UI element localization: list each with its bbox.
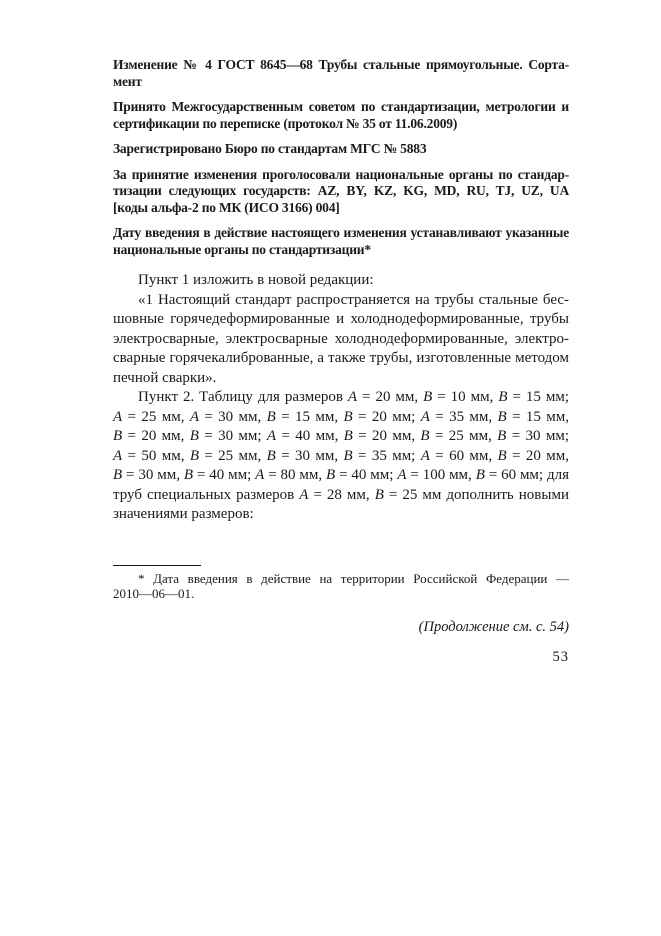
dimension-variable: A xyxy=(113,408,123,425)
dimension-variable: A xyxy=(299,486,309,503)
text-line: [коды альфа-2 по МК (ИСО 3166) 004] xyxy=(113,199,340,215)
dimension-variable: B xyxy=(497,428,507,444)
adopted-paragraph xyxy=(113,99,569,132)
text-line: сертификации по переписке (протокол № 35 от 11.06.2009) xyxy=(113,115,458,131)
text-line: значениями размеров: xyxy=(113,506,254,522)
dimension-variable: B xyxy=(497,447,507,464)
text-line: За принятие изменения проголосовали национальные органы по стандар- xyxy=(113,166,569,182)
voted-paragraph xyxy=(113,167,569,217)
effective-date-paragraph xyxy=(113,225,569,258)
dimension-variable: B xyxy=(497,408,507,425)
page-number: 53 xyxy=(552,648,569,665)
dimension-variable: A xyxy=(189,408,199,425)
dimension-variable: B xyxy=(498,389,508,405)
item1-intro-paragraph xyxy=(113,271,569,291)
dimension-variable: B xyxy=(266,447,276,464)
dimension-variable: B xyxy=(113,428,123,444)
text-line: * Дата введения в действие на территории Российской Федерации — xyxy=(138,570,569,586)
dimension-variable: A xyxy=(347,389,358,405)
dimension-variable: A xyxy=(266,428,277,444)
page-content xyxy=(113,57,569,665)
text-line: электросварные, электросварные холоднодеформированные, электро- xyxy=(113,330,569,347)
text-line: Пункт 1 изложить в новой редакции: xyxy=(138,272,374,288)
dimension-variable: B xyxy=(475,467,485,483)
dimension-variable: A xyxy=(420,447,430,464)
dimension-variable: B xyxy=(420,428,430,444)
dimension-variable: B xyxy=(266,408,276,425)
text-line: труб специальных размеров A = 28 мм, B = 25 мм дополнить новыми xyxy=(113,486,569,503)
dimension-variable: A xyxy=(113,447,123,464)
text-line: B = 30 мм, B = 40 мм; A = 80 мм, B = 40 мм; A = 100 мм, B = 60 мм; для xyxy=(113,467,569,483)
dimension-variable: B xyxy=(423,389,433,405)
dimension-variable: B xyxy=(343,428,353,444)
text-line: Пункт 2. Таблицу для размеров A = 20 мм, B = 10 мм, B = 15 мм; xyxy=(138,389,569,405)
dimension-variable: A xyxy=(397,467,407,483)
text-line: Зарегистрировано Бюро по стандартам МГС № 5883 xyxy=(113,141,427,156)
footnote-text xyxy=(113,571,569,602)
dimension-variable: B xyxy=(113,467,123,483)
text-line: тизации следующих государств: AZ, BY, KZ, KG, MD, RU, TJ, UZ, UA xyxy=(113,183,569,198)
text-line: Дату введения в действие настоящего изменения устанавливают указанные xyxy=(113,225,569,240)
text-line: печной сварки». xyxy=(113,369,217,386)
text-line: мент xyxy=(113,73,142,89)
dimension-variable: B xyxy=(343,447,353,464)
text-line: 2010—06—01. xyxy=(113,586,195,601)
footnote-area xyxy=(113,565,569,602)
text-line: Изменение № 4 ГОСТ 8645—68 Трубы стальные прямоугольные. Сорта- xyxy=(113,57,569,72)
text-line: Принято Межгосударственным советом по стандартизации, метрологии и xyxy=(113,99,569,114)
dimension-variable: B xyxy=(189,447,199,464)
text-line: шовные горячедеформированные и холоднодеформированные, трубы xyxy=(113,311,569,327)
footnote-rule xyxy=(113,565,201,566)
item1-new-edition-paragraph xyxy=(113,291,569,389)
text-line: национальные органы по стандартизации* xyxy=(113,241,371,257)
amendment-title xyxy=(113,57,569,90)
dimension-variable: B xyxy=(326,467,336,483)
continuation-note: (Продолжение см. с. 54) xyxy=(418,618,569,635)
text-line: A = 50 мм, B = 25 мм, B = 30 мм, B = 35 мм; A = 60 мм, B = 20 мм, xyxy=(113,447,569,464)
registered-paragraph xyxy=(113,141,569,158)
dimension-variable: B xyxy=(183,467,194,483)
dimension-variable: A xyxy=(255,467,265,483)
item2-sizes-paragraph xyxy=(113,388,569,525)
dimension-variable: A xyxy=(420,408,430,425)
text-line: сварные горячекалиброванные, а также трубы, изготовленные методом xyxy=(113,350,569,366)
text-line: B = 20 мм, B = 30 мм; A = 40 мм, B = 20 мм, B = 25 мм, B = 30 мм; xyxy=(113,428,569,444)
dimension-variable: B xyxy=(374,486,384,503)
dimension-variable: B xyxy=(189,428,199,444)
amendment-body xyxy=(113,271,569,525)
dimension-variable: B xyxy=(343,408,353,425)
text-line: A = 25 мм, A = 30 мм, B = 15 мм, B = 20 мм; A = 35 мм, B = 15 мм, xyxy=(113,408,569,425)
text-line: «1 Настоящий стандарт распространяется на трубы стальные бес- xyxy=(138,291,569,308)
